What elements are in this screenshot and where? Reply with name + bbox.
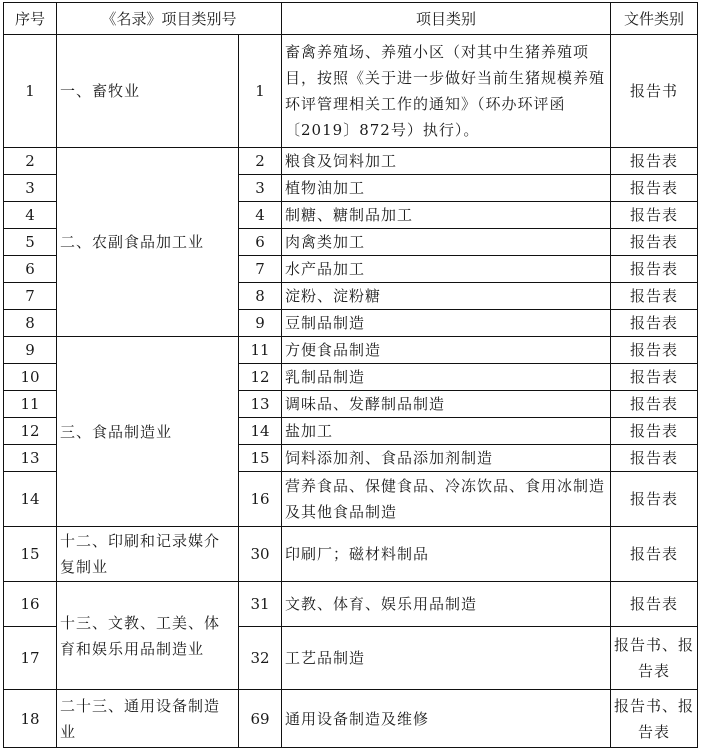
- row-file-type: 报告表: [611, 337, 698, 364]
- row-seq: 1: [4, 35, 57, 148]
- group-category: 二十三、通用设备制造业: [57, 690, 239, 748]
- row-item-type: 豆制品制造: [282, 310, 611, 337]
- group-category: 十二、印刷和记录媒介复制业: [57, 527, 239, 582]
- row-file-type: 报告表: [611, 229, 698, 256]
- row-item-type: 印刷厂；磁材料制品: [282, 527, 611, 582]
- row-item-type: 淀粉、淀粉糖: [282, 283, 611, 310]
- row-file-type: 报告表: [611, 148, 698, 175]
- row-item-type: 饲料添加剂、食品添加剂制造: [282, 445, 611, 472]
- header-catalog-no: 《名录》项目类别号: [57, 3, 282, 35]
- table-row: [4, 35, 698, 148]
- table-row: [4, 527, 698, 582]
- row-seq: 6: [4, 256, 57, 283]
- row-seq: 5: [4, 229, 57, 256]
- row-catalog-no: 16: [239, 472, 282, 527]
- row-catalog-no: 69: [239, 690, 282, 748]
- row-file-type: 报告表: [611, 364, 698, 391]
- table-header-row: [4, 3, 698, 35]
- row-item-type: 植物油加工: [282, 175, 611, 202]
- row-file-type: 报告书、报告表: [611, 690, 698, 748]
- project-category-table: [3, 2, 698, 748]
- group-category: 十三、文教、工美、体育和娱乐用品制造业: [57, 582, 239, 690]
- row-catalog-no: 30: [239, 527, 282, 582]
- table-row: [4, 337, 698, 364]
- row-seq: 3: [4, 175, 57, 202]
- row-item-type: 营养食品、保健食品、冷冻饮品、食用冰制造及其他食品制造: [282, 472, 611, 527]
- row-item-type: 文教、体育、娱乐用品制造: [282, 582, 611, 627]
- row-file-type: 报告表: [611, 175, 698, 202]
- row-seq: 16: [4, 582, 57, 627]
- row-file-type: 报告表: [611, 527, 698, 582]
- row-seq: 9: [4, 337, 57, 364]
- row-seq: 13: [4, 445, 57, 472]
- table-row: [4, 690, 698, 748]
- row-file-type: 报告书、报告表: [611, 627, 698, 690]
- row-seq: 2: [4, 148, 57, 175]
- row-seq: 4: [4, 202, 57, 229]
- row-catalog-no: 11: [239, 337, 282, 364]
- row-seq: 17: [4, 627, 57, 690]
- row-file-type: 报告表: [611, 472, 698, 527]
- row-item-type: 通用设备制造及维修: [282, 690, 611, 748]
- row-catalog-no: 32: [239, 627, 282, 690]
- row-catalog-no: 15: [239, 445, 282, 472]
- row-item-type: 盐加工: [282, 418, 611, 445]
- row-catalog-no: 6: [239, 229, 282, 256]
- row-file-type: 报告书: [611, 35, 698, 148]
- row-seq: 15: [4, 527, 57, 582]
- row-file-type: 报告表: [611, 283, 698, 310]
- header-item-type: 项目类别: [282, 3, 611, 35]
- row-item-type: 乳制品制造: [282, 364, 611, 391]
- row-catalog-no: 4: [239, 202, 282, 229]
- row-item-type: 调味品、发酵制品制造: [282, 391, 611, 418]
- row-catalog-no: 3: [239, 175, 282, 202]
- row-item-type: 工艺品制造: [282, 627, 611, 690]
- row-catalog-no: 9: [239, 310, 282, 337]
- row-seq: 11: [4, 391, 57, 418]
- row-item-type: 粮食及饲料加工: [282, 148, 611, 175]
- row-item-type: 畜禽养殖场、养殖小区（对其中生猪养殖项目，按照《关于进一步做好当前生猪规模养殖环评管理相关工作的通知》（环办环评函〔2019〕872号）执行）。: [282, 35, 611, 148]
- row-file-type: 报告表: [611, 418, 698, 445]
- row-seq: 12: [4, 418, 57, 445]
- row-item-type: 水产品加工: [282, 256, 611, 283]
- group-category: 二、农副食品加工业: [57, 148, 239, 337]
- row-catalog-no: 1: [239, 35, 282, 148]
- row-seq: 8: [4, 310, 57, 337]
- row-catalog-no: 8: [239, 283, 282, 310]
- header-file-type: 文件类别: [611, 3, 698, 35]
- row-file-type: 报告表: [611, 391, 698, 418]
- row-file-type: 报告表: [611, 445, 698, 472]
- row-catalog-no: 7: [239, 256, 282, 283]
- header-seq: 序号: [4, 3, 57, 35]
- table-row: [4, 582, 698, 627]
- row-item-type: 制糖、糖制品加工: [282, 202, 611, 229]
- row-seq: 18: [4, 690, 57, 748]
- row-file-type: 报告表: [611, 582, 698, 627]
- row-file-type: 报告表: [611, 310, 698, 337]
- row-item-type: 方便食品制造: [282, 337, 611, 364]
- row-seq: 10: [4, 364, 57, 391]
- row-file-type: 报告表: [611, 256, 698, 283]
- table-row: [4, 148, 698, 175]
- row-seq: 14: [4, 472, 57, 527]
- row-catalog-no: 2: [239, 148, 282, 175]
- row-seq: 7: [4, 283, 57, 310]
- row-catalog-no: 14: [239, 418, 282, 445]
- row-catalog-no: 31: [239, 582, 282, 627]
- row-item-type: 肉禽类加工: [282, 229, 611, 256]
- row-file-type: 报告表: [611, 202, 698, 229]
- group-category: 一、畜牧业: [57, 35, 239, 148]
- row-catalog-no: 13: [239, 391, 282, 418]
- row-catalog-no: 12: [239, 364, 282, 391]
- group-category: 三、食品制造业: [57, 337, 239, 527]
